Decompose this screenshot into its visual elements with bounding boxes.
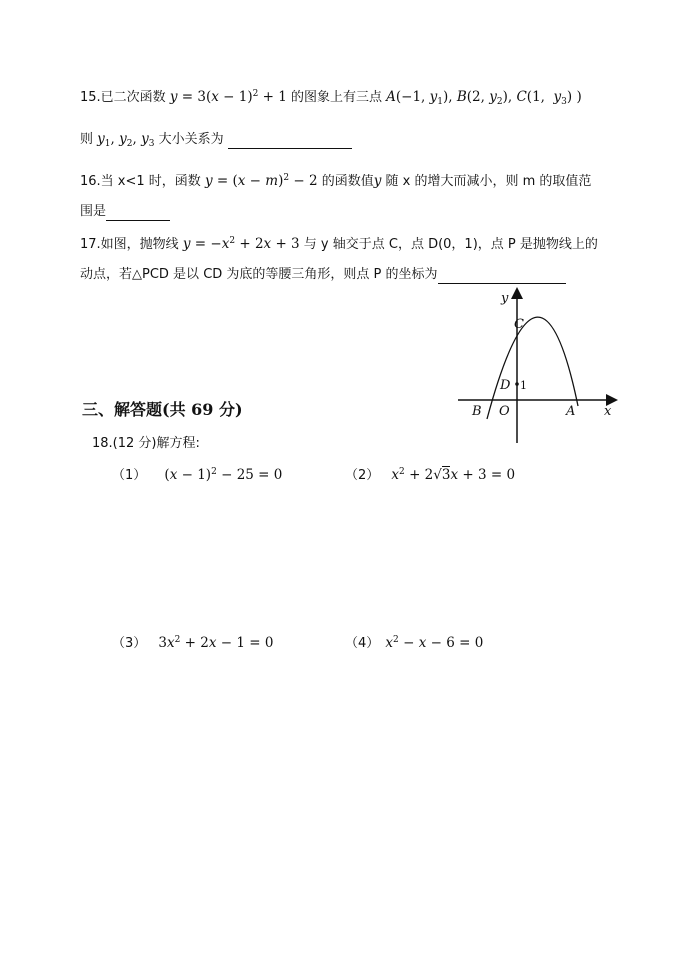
section-3-title: 三、解答题(共 69 分) xyxy=(82,400,243,419)
label-x: x xyxy=(604,404,612,419)
q17-line1 xyxy=(80,235,598,254)
q15-mid: 的图象上有三点 xyxy=(290,90,382,105)
q18-title: 18.(12 分)解方程: xyxy=(92,436,200,451)
q18-equation-3: $3x^2 + 2x - 1 = 0$ xyxy=(158,635,274,651)
q17-line2: 动点，若△PCD 是以 CD 为底的等腰三角形，则点 P 的坐标为 xyxy=(80,267,438,282)
q18-part3-label: （3） xyxy=(112,636,147,651)
q16-line2 xyxy=(80,203,170,221)
q18-part2 xyxy=(345,466,515,485)
label-d: D xyxy=(500,378,511,393)
q16-answer-blank[interactable] xyxy=(106,206,170,221)
label-c: C xyxy=(514,317,524,332)
q18-equation-1: $(x - 1)^2 - 25 = 0$ xyxy=(164,467,283,483)
q15-points: A(−1, $y_1$), B(2, $y_2$), C(1, $y_3$) ) xyxy=(386,89,582,107)
q15-line1 xyxy=(80,88,582,107)
q15-answer-blank[interactable] xyxy=(228,134,352,149)
q16-tail: 随 x 的增大而减小，则 m 的取值范 xyxy=(385,174,592,189)
q17-function: $y = -x^2 + 2x + 3$ xyxy=(182,236,300,252)
q15-line2-suffix: 大小关系为 xyxy=(158,132,224,147)
q17-suffix: 与 y 轴交于点 C，点 D(0，1)，点 P 是抛物线上的 xyxy=(303,237,598,252)
q18-part1-label: （1） xyxy=(112,468,147,483)
q15-prefix: 15.已二次函数 xyxy=(80,90,166,105)
q16-line2: 围是 xyxy=(80,204,107,219)
q18-part2-label: （2） xyxy=(345,468,380,483)
label-b: B xyxy=(472,404,482,419)
q16-suffix: 的函数值 xyxy=(321,174,374,189)
point-d-dot xyxy=(515,382,519,386)
q18-equation-2: $x^2 + 2√3x + 3 = 0$ xyxy=(391,467,516,483)
label-y: y xyxy=(501,291,509,306)
label-one: 1 xyxy=(520,379,527,392)
q18-part4-label: （4） xyxy=(345,636,380,651)
q18-part3 xyxy=(112,634,273,653)
q18-part1 xyxy=(112,466,282,485)
q16-line1 xyxy=(80,172,591,191)
q15-y-values: $y_1$, $y_2$, $y_3$ xyxy=(97,131,155,149)
parabola-figure xyxy=(450,280,625,450)
label-a: A xyxy=(566,404,576,419)
q16-prefix: 16.当 x<1 时，函数 xyxy=(80,174,201,189)
q16-y: y xyxy=(373,173,382,189)
q16-function: $y = (x - m)^2 - 2$ xyxy=(204,173,318,189)
q15-line2 xyxy=(80,130,352,149)
label-o: O xyxy=(499,404,510,419)
q18-equation-4: $x^2 - x - 6 = 0$ xyxy=(385,635,484,651)
q15-function: $y = 3(x - 1)^2 + 1$ xyxy=(169,89,287,105)
q15-line2-prefix: 则 xyxy=(80,132,94,147)
q18-part4 xyxy=(345,634,483,653)
q17-prefix: 17.如图，抛物线 xyxy=(80,237,179,252)
